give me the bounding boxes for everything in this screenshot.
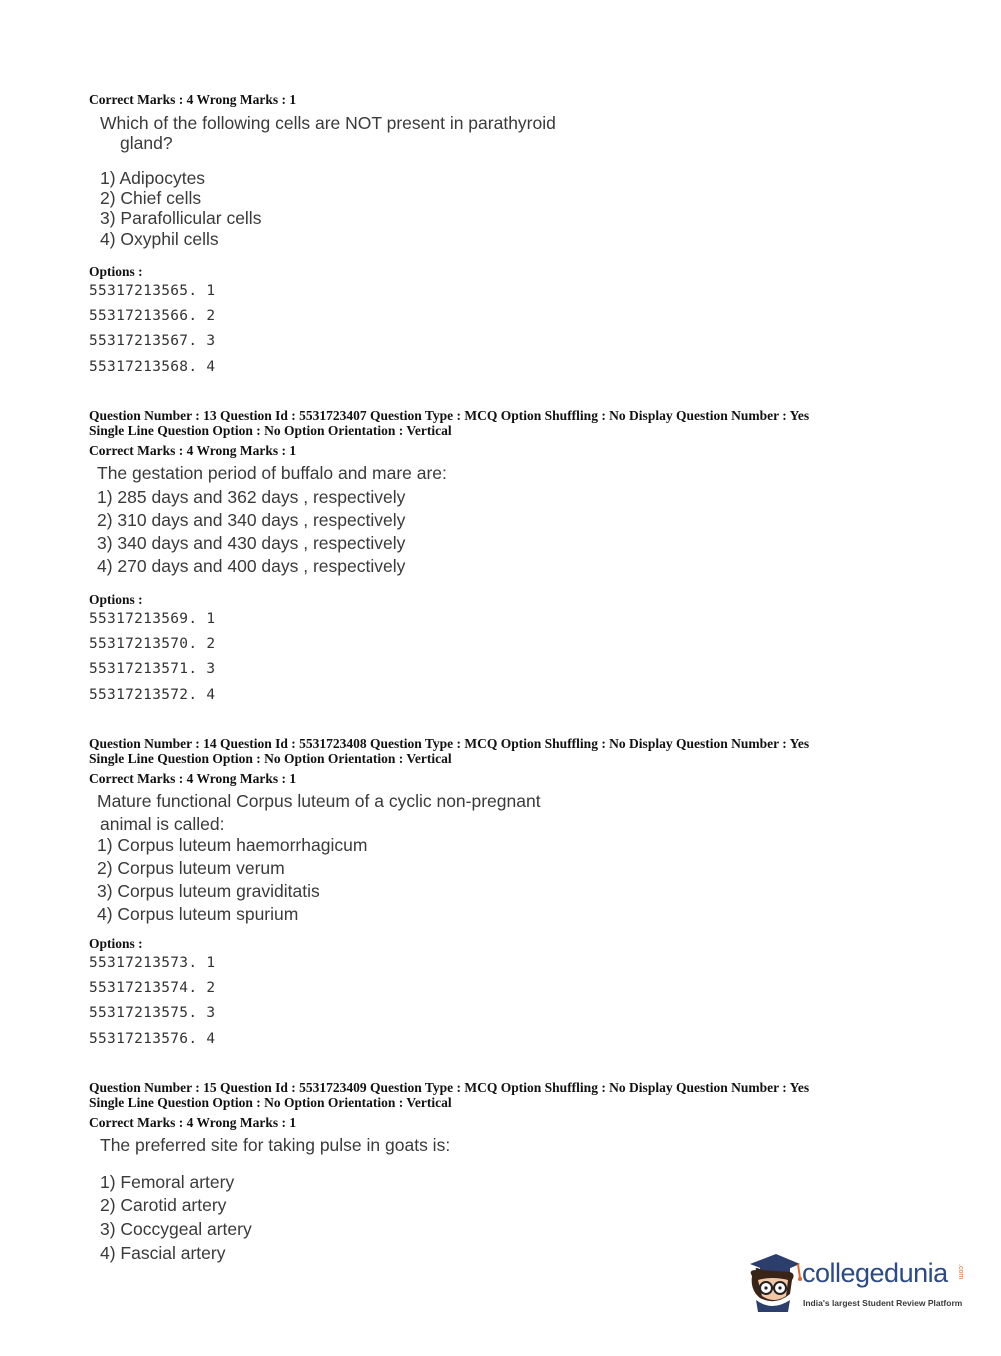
option-id: 55317213565. 1 [89, 283, 216, 299]
answer-choice: 3) 340 days and 430 days , respectively [97, 533, 406, 553]
answer-choice: 1) Corpus luteum haemorrhagicum [97, 835, 368, 855]
question-header: Single Line Question Option : No Option Orientation : Vertical [89, 423, 452, 438]
answer-choice: 4) Corpus luteum spurium [97, 904, 299, 924]
answer-choice: 1) 285 days and 362 days , respectively [97, 487, 406, 507]
mascot-icon [742, 1250, 804, 1312]
option-id: 55317213569. 1 [89, 611, 216, 627]
logo-domain-suffix: .com [957, 1264, 964, 1280]
answer-choice: 3) Coccygeal artery [100, 1219, 252, 1239]
question-text: gland? [120, 133, 173, 153]
answer-choice: 2) Chief cells [100, 188, 202, 208]
question-text: The gestation period of buffalo and mare are: [97, 463, 447, 483]
marks-line: Correct Marks : 4 Wrong Marks : 1 [89, 92, 297, 107]
question-text: Mature functional Corpus luteum of a cyclic non-pregnant [97, 791, 541, 811]
options-label: Options : [89, 936, 143, 951]
question-text: The preferred site for taking pulse in goats is: [100, 1135, 451, 1155]
answer-choice: 2) Carotid artery [100, 1195, 227, 1215]
options-label: Options : [89, 264, 143, 279]
answer-choice: 3) Corpus luteum graviditatis [97, 881, 320, 901]
question-header: Question Number : 13 Question Id : 5531723407 Question Type : MCQ Option Shuffling : No Display Question Number : Yes [89, 408, 810, 423]
option-id: 55317213574. 2 [89, 980, 216, 996]
question-header: Question Number : 14 Question Id : 5531723408 Question Type : MCQ Option Shuffling : No Display Question Number : Yes [89, 736, 810, 751]
option-id: 55317213570. 2 [89, 636, 216, 652]
answer-choice: 3) Parafollicular cells [100, 208, 262, 228]
answer-choice: 4) 270 days and 400 days , respectively [97, 556, 406, 576]
marks-line: Correct Marks : 4 Wrong Marks : 1 [89, 771, 297, 786]
question-header: Single Line Question Option : No Option Orientation : Vertical [89, 751, 452, 766]
option-id: 55317213572. 4 [89, 687, 216, 703]
question-text: animal is called: [100, 814, 225, 834]
question-text: Which of the following cells are NOT present in parathyroid [100, 113, 556, 133]
answer-choice: 1) Adipocytes [100, 168, 206, 188]
option-id: 55317213567. 3 [89, 333, 216, 349]
option-id: 55317213566. 2 [89, 308, 216, 324]
answer-choice: 4) Fascial artery [100, 1243, 226, 1263]
option-id: 55317213575. 3 [89, 1005, 216, 1021]
marks-line: Correct Marks : 4 Wrong Marks : 1 [89, 443, 297, 458]
option-id: 55317213573. 1 [89, 955, 216, 971]
options-label: Options : [89, 592, 143, 607]
option-id: 55317213576. 4 [89, 1031, 216, 1047]
collegedunia-logo[interactable] [742, 1250, 972, 1320]
option-id: 55317213568. 4 [89, 359, 216, 375]
logo-wordmark: collegedunia [802, 1258, 948, 1288]
marks-line: Correct Marks : 4 Wrong Marks : 1 [89, 1115, 297, 1130]
question-header: Question Number : 15 Question Id : 5531723409 Question Type : MCQ Option Shuffling : No Display Question Number : Yes [89, 1080, 810, 1095]
option-id: 55317213571. 3 [89, 661, 216, 677]
logo-tagline: India's largest Student Review Platform [803, 1298, 963, 1308]
answer-choice: 4) Oxyphil cells [100, 229, 219, 249]
answer-choice: 1) Femoral artery [100, 1172, 235, 1192]
question-header: Single Line Question Option : No Option Orientation : Vertical [89, 1095, 452, 1110]
answer-choice: 2) 310 days and 340 days , respectively [97, 510, 406, 530]
answer-choice: 2) Corpus luteum verum [97, 858, 285, 878]
